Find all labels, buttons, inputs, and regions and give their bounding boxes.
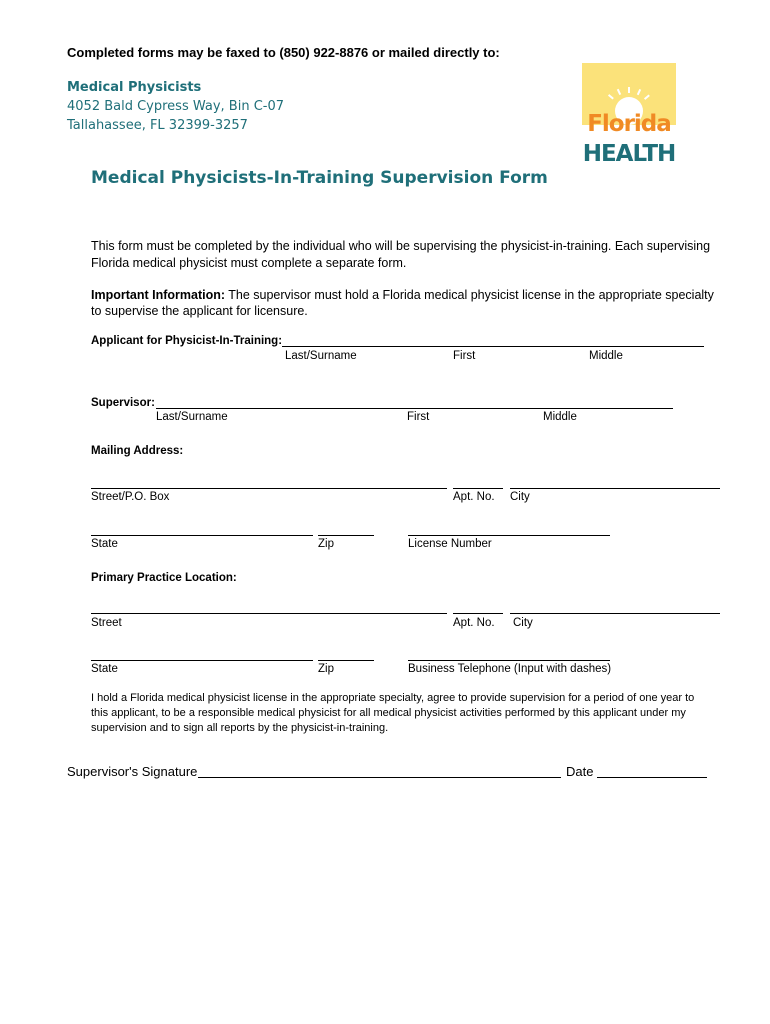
practice-apt-field[interactable] [453,613,503,614]
important-text: The supervisor must hold a Florida medical physicist license in the appropriate specialty [225,288,714,302]
applicant-name-field[interactable] [282,346,704,347]
intro-line-2: Florida medical physicist must complete a separate form. [91,256,407,270]
practice-apt-caption: Apt. No. [453,617,495,629]
practice-city-caption: City [513,617,533,629]
mailing-apt-caption: Apt. No. [453,491,495,503]
practice-city-field[interactable] [510,613,720,614]
address-name: Medical Physicists [67,80,202,95]
important-label: Important Information: [91,288,226,302]
mailing-zip-caption: Zip [318,538,334,550]
mailing-state-caption: State [91,538,118,550]
date-label: Date [566,764,594,779]
license-number-field[interactable] [408,535,610,536]
practice-street-caption: Street [91,617,122,629]
practice-zip-field[interactable] [318,660,374,661]
page-title: Medical Physicists-In-Training Supervision Form [91,168,548,188]
logo-word-florida: Florida [587,111,671,137]
applicant-middle-caption: Middle [589,350,623,362]
important-line-1 [91,288,714,302]
signature-field[interactable] [198,777,561,778]
practice-state-caption: State [91,663,118,675]
address-line-1: 4052 Bald Cypress Way, Bin C-07 [67,99,285,114]
applicant-label: Applicant for Physicist-In-Training: [91,335,283,347]
mailing-city-field[interactable] [510,488,720,489]
practice-state-field[interactable] [91,660,313,661]
mailing-street-field[interactable] [91,488,447,489]
business-telephone-field[interactable] [408,660,610,661]
intro-line-1: This form must be completed by the individual who will be supervising the physicist-in-training. Each supervising [91,239,711,253]
supervisor-label: Supervisor: [91,397,155,409]
practice-location-label: Primary Practice Location: [91,572,237,584]
practice-street-field[interactable] [91,613,447,614]
date-field[interactable] [597,777,707,778]
supervisor-last-caption: Last/Surname [156,411,228,423]
applicant-last-caption: Last/Surname [285,350,357,362]
business-telephone-caption: Business Telephone (Input with dashes) [408,663,612,675]
supervisor-first-caption: First [407,411,430,423]
applicant-first-caption: First [453,350,476,362]
supervisor-middle-caption: Middle [543,411,577,423]
supervisor-name-field[interactable] [156,408,673,409]
logo-word-health: HEALTH [582,141,676,167]
signature-label: Supervisor's Signature [67,764,198,779]
mailing-zip-field[interactable] [318,535,374,536]
attestation-line-2: this applicant, to be a responsible medical physicist for all medical physicist activities performed by this applicant under my [91,707,686,719]
important-line-2: to supervise the applicant for licensure. [91,304,308,318]
florida-health-logo [582,63,676,171]
mailing-street-caption: Street/P.O. Box [91,491,170,503]
mailing-city-caption: City [510,491,530,503]
mailing-apt-field[interactable] [453,488,503,489]
mailing-state-field[interactable] [91,535,313,536]
license-number-caption: License Number [408,538,492,550]
attestation-line-3: supervision and to sign all reports by the physicist-in-training. [91,722,389,734]
fax-note: Completed forms may be faxed to (850) 922-8876 or mailed directly to: [67,45,500,60]
practice-zip-caption: Zip [318,663,334,675]
mailing-address-label: Mailing Address: [91,445,184,457]
attestation-line-1: I hold a Florida medical physicist license in the appropriate specialty, agree to provide supervision for a period of one year to [91,692,695,704]
address-line-2: Tallahassee, FL 32399-3257 [67,118,248,133]
